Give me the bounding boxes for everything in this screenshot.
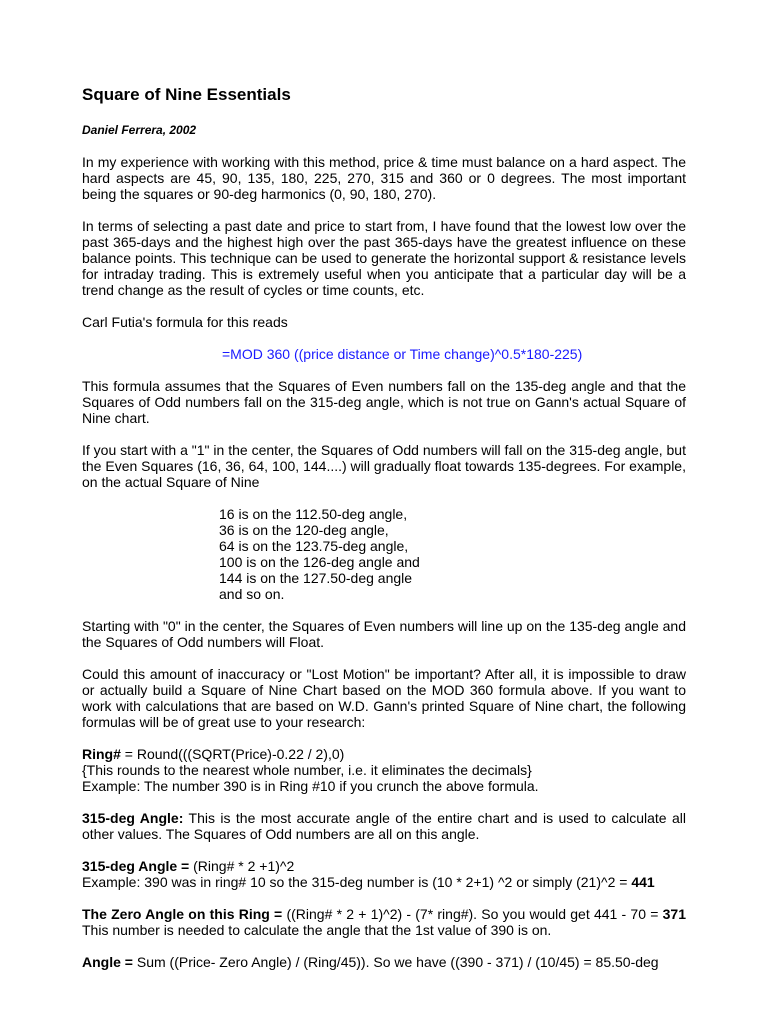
- angle-formula-block: [82, 954, 686, 970]
- document-page: [82, 84, 686, 970]
- paragraph-past-date: In terms of selecting a past date and price to start from, I have found that the lowest low over the past 365-days and the highest high over the past 365-days have the greatest influence on these balance points. This technique can be used to generate the horizontal support & resistance levels for intraday trading. This is extremely useful when you anticipate that a particular day will be a trend change as the result of cycles or time counts, etc.: [82, 218, 686, 298]
- angle-315-description: [82, 810, 686, 842]
- document-title: Square of Nine Essentials: [82, 85, 291, 104]
- angle-315-formula: (Ring# * 2 +1)^2: [189, 858, 295, 874]
- list-item: 36 is on the 120-deg angle,: [219, 522, 389, 538]
- author-line: Daniel Ferrera, 2002: [82, 123, 197, 137]
- ring-formula-block: [82, 746, 686, 794]
- angle-315-example: Example: 390 was in ring# 10 so the 315-deg number is (10 * 2+1) ^2 or simply (21)^2 =: [82, 874, 632, 890]
- zero-angle-block: [82, 906, 686, 938]
- paragraph-hard-aspects: In my experience with working with this method, price & time must balance on a hard aspect. The hard aspects are 45, 90, 135, 180, 225, 270, 315 and 360 or 0 degrees. The most important being the squares or 90-deg harmonics (0, 90, 180, 270).: [82, 154, 686, 202]
- ring-note: {This rounds to the nearest whole number, i.e. it eliminates the decimals}: [82, 762, 532, 778]
- list-item: 100 is on the 126-deg angle and: [219, 554, 420, 570]
- paragraph-center-zero: Starting with "0" in the center, the Squares of Even numbers will line up on the 135-deg angle and the Squares of Odd numbers will Float.: [82, 618, 686, 650]
- mod360-formula: =MOD 360 ((price distance or Time change)^0.5*180-225): [222, 346, 583, 362]
- angle-315-text: This is the most accurate angle of the entire chart and is used to calculate all other values. The Squares of Odd numbers are all on this angle.: [82, 810, 686, 842]
- angle-315-result: 441: [631, 874, 655, 890]
- angle-text: Sum ((Price- Zero Angle) / (Ring/45)). So we have ((390 - 371) / (10/45) = 85.50-deg: [132, 954, 659, 970]
- zero-angle-text: ((Ring# * 2 + 1)^2) - (7* ring#). So you would get 441 - 70 =: [282, 906, 663, 922]
- angle-label: Angle =: [82, 954, 133, 970]
- ring-formula: = Round(((SQRT(Price)-0.22 / 2),0): [120, 746, 345, 762]
- paragraph-futia-intro: Carl Futia's formula for this reads: [82, 314, 288, 330]
- ring-label: Ring#: [82, 746, 121, 762]
- list-item: and so on.: [219, 586, 285, 602]
- zero-angle-label: The Zero Angle on this Ring =: [82, 906, 283, 922]
- angle-315-formula-label: 315-deg Angle =: [82, 858, 190, 874]
- list-item: 64 is on the 123.75-deg angle,: [219, 538, 409, 554]
- paragraph-lost-motion: Could this amount of inaccuracy or "Lost Motion" be important? After all, it is impossible to draw or actually build a Square of Nine Chart based on the MOD 360 formula above. If you want to work with calculations that are based on W.D. Gann's printed Square of Nine chart, the following formulas will be of great use to your research:: [82, 666, 686, 730]
- zero-angle-result: 371: [662, 906, 686, 922]
- list-item: 16 is on the 112.50-deg angle,: [219, 506, 408, 522]
- angle-list: [82, 506, 686, 602]
- list-item: 144 is on the 127.50-deg angle: [219, 570, 413, 586]
- angle-315-formula-block: [82, 858, 686, 890]
- paragraph-center-one: If you start with a "1" in the center, the Squares of Odd numbers will fall on the 315-deg angle, but the Even Squares (16, 36, 64, 100, 144....) will gradually float towards 135-degrees. For example, on the actual Square of Nine: [82, 442, 686, 490]
- zero-angle-tail: This number is needed to calculate the angle that the 1st value of 390 is on.: [82, 922, 552, 938]
- paragraph-formula-assumption: This formula assumes that the Squares of Even numbers fall on the 135-deg angle and that the Squares of Odd numbers fall on the 315-deg angle, which is not true on Gann's actual Square of Nine chart.: [82, 378, 686, 426]
- ring-example: Example: The number 390 is in Ring #10 if you crunch the above formula.: [82, 778, 539, 794]
- angle-315-label: 315-deg Angle:: [82, 810, 184, 826]
